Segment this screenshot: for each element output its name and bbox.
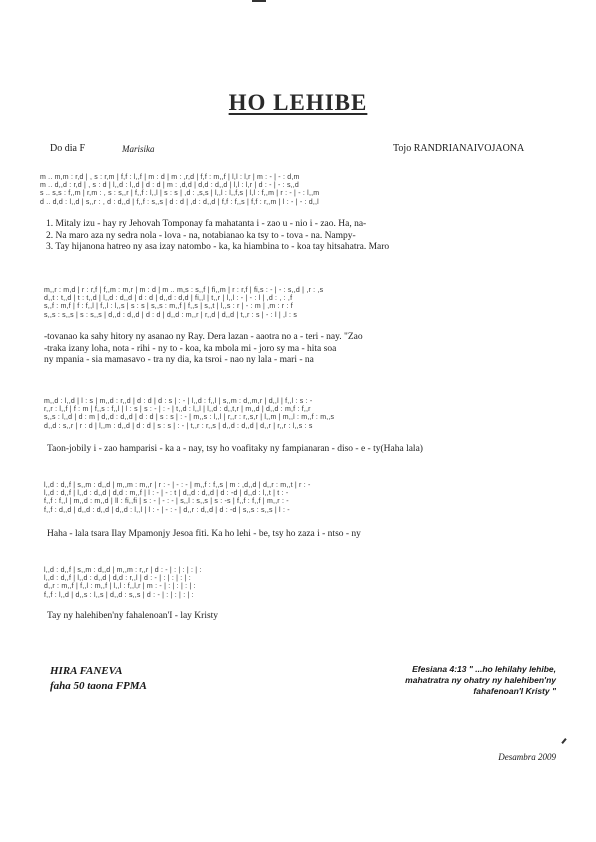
notes-line: l,,d : d,,f | l,,d : d,,d | d,d : m,,f | l : - | - : t | d,,d : d,,d | d : -d | d,,d : l,,t | t : - xyxy=(44,490,289,498)
lyrics-system-4 xyxy=(47,529,361,541)
notes-line: s,,s : s,,s | s : s,,s | d,,d : d,,d | d : d | d,,d : m,,r | r,,d | d,,d | t,,r : s | - : l | ,l : s xyxy=(44,311,298,319)
lyric-line: 1. Mitaly izu - hay ry Jehovah Tomponay fa mahatanta i - zao u - nio i - zao. Ha, na- xyxy=(46,219,367,229)
notes-line: f,,f : f,,l | m,,d : m,,d | ll : fi,,fi | s : - | - : - | s,,l : s,,s | s : -s | f,,f : f,,f | m,,r : - xyxy=(44,498,289,506)
scan-mark-margin xyxy=(561,738,566,744)
notes-line: d,,d : s,,r | r : d | l,,m : d,,d | d : d | s : s | : - | t,,r : r,,s | d,,d : d,,d | d,,r | r,,r : l,,s : s xyxy=(44,422,313,430)
notes-line: m .. d,,d : r,d | , s : d | l,,d : l,,d | d : d | m : ,d,d | d,d : d,,d | l,l : l,r | d : - | - : s,,d xyxy=(40,182,300,190)
notes-line: m .. m,m : r,d | , s : r,m | f,f : l,,f | m : d | m : ,r,d | f,f : m,,f | l,l : l,r | m : - | - : d,m xyxy=(40,174,300,181)
notes-line: m,,d : l,,d | l : s | m,,d : r,,d | d : d | d : s | : - | l,,d : f,,l | s,,m : d,,m,r | d,,l | f,,l : s : - xyxy=(44,398,313,405)
song-tempo: Marisika xyxy=(122,144,155,154)
verse-line: Efesiana 4:13 " ...ho lehilahy lehibe, xyxy=(412,664,556,674)
lyrics-system-2 xyxy=(44,332,363,367)
lyrics-system-5 xyxy=(47,611,218,623)
lyrics-system-1 xyxy=(46,219,389,254)
lyrics-system-3 xyxy=(47,444,423,456)
lyric-line: 3. Tay hijanona hatreo ny asa izay natombo - ka, ka hiambina to - koa tay hitsahatra. Maro xyxy=(46,242,390,252)
notes-line: l,,d : d,,f | s,,m : d,,d | m,,m : r,,r | d : - | : | : | : | : xyxy=(44,567,202,574)
score-system-1 xyxy=(40,174,319,207)
lyric-line: 2. Na maro aza ny sedra nola - lova - na, notabianao ka tsy to - tova - na. Nampy- xyxy=(46,230,356,241)
notes-line: d .. d,d : l,,d | s,,r : , d : d,,d | f,,f : s,,s | d : d | ,d : d,,d | f,f : f,,s | f,f : r,,m | l : - | - : d,,l xyxy=(40,198,319,206)
score-system-3 xyxy=(44,398,334,431)
notes-line: d,,t : t,,d | t : t,,d | l,,d : d,,d | d : d | d,,d : d,d | fi,,l | t,,r | l,,l : - | - : l | ,d : , : ,f xyxy=(44,295,293,303)
scan-mark-top xyxy=(252,0,266,2)
verse-line: fahafenoan'I Kristy " xyxy=(473,686,556,696)
lyric-line: -tovanao ka sahy hitory ny asanao ny Ray. Dera lazan - aaotra no a - teri - nay. "Zao xyxy=(44,332,363,342)
lyric-line: Tay ny halehiben'ny fahalenoan'I - lay Kristy xyxy=(47,611,219,621)
footer-label xyxy=(50,664,147,694)
song-author: Tojo RANDRIANAIVOJAONA xyxy=(393,143,525,154)
notes-line: f,,f : d,,d | d,,d : d,,d | d,,d : l,,l | l : - | - : - | d,,r : d,,d | d : -d | s,,s : s,,s | l : - xyxy=(44,506,290,514)
song-key: Do dia F xyxy=(50,143,85,154)
document-date: Desambra 2009 xyxy=(498,752,556,762)
lyric-line: Taon-jobily i - zao hamparisi - ka a - nay, tsy ho voafitaky ny fampianaran - diso - e - ty(Haha lala) xyxy=(47,444,423,454)
footer-hira-faneva: HIRA FANEVA xyxy=(50,665,123,677)
footer-anniversary: faha 50 taona FPMA xyxy=(50,680,147,692)
score-system-4 xyxy=(44,482,311,515)
page-title: HO LEHIBE xyxy=(228,90,368,115)
notes-line: s .. s,s : f,,m | r,m : , s : s,,r | f,,f : l,,l | s : s | ,d : ,s,s | l,,l : l,,f,s | l,l : f,,m | r : - | - : l,,m xyxy=(40,190,320,198)
lyric-line: Haha - lala tsara Ilay Mpamonjy Jesoa fiti. Ka ho lehi - be, tsy ho zaza i - ntso - ny xyxy=(47,529,361,539)
notes-line: m,,r : m,d | r : r,f | f,,m : m,r | m : d | m .. m,s : s,,f | fi,,m | r : r,f | fi,s : - | - : s,,d | ,r : ,s xyxy=(44,287,324,294)
notes-line: s,,s : l,,d | d : m | d,,d : d,,d | d : d | s : s | : - | m,,s : l,,l | r,,r : r,,s,r | l,,m | m,,l : m,,f : m,,s xyxy=(44,414,335,422)
lyric-line: ny mpania - sia mamasavo - tra ny dia, ka tsroi - nao ny lala - mari - na xyxy=(44,355,314,365)
notes-line: f,,f : l,,d | d,,s : l,,s | d,,d : s,,s | d : - | : | : | : | : xyxy=(44,591,194,599)
lyric-line: -traka izany loha, nota - rihi - ny to - koa, ka mbola mi - joro sy ma - hita soa xyxy=(44,343,337,354)
notes-line: l,,d : d,,f | s,,m : d,,d | m,,m : m,,r | r : - | - : - | m,,f : f,,s | m : ,d,,d | d,,r : m,,t | r : - xyxy=(44,482,311,489)
notes-line: s,,f : m,f | f : f,,l | f,,l : l,,s | s : s | s,,s : m,,f | f,,s | s,,t | l,,s : r | - : m | ,m : r : f xyxy=(44,303,293,311)
notes-line: r,,r : l,,f | f : m | f,,s : f,,l | l : s | s : - | : - | t,,d : l,,l | l,,d : d,,t,r | m,,d | d,,d : m,f : f,,r xyxy=(44,406,311,414)
bible-verse xyxy=(405,664,556,697)
score-system-5 xyxy=(44,567,202,600)
notes-line: d,,r : m,,f | f,,l : m,,f | l,,l : f,,l,r | m : - | : | : | : | : xyxy=(44,583,196,591)
score-system-2 xyxy=(44,287,323,320)
notes-line: l,,d : d,,f | l,,d : d,,d | d,d : r,,l | d : - | : | : | : | : xyxy=(44,575,191,583)
verse-line: mahatratra ny ohatry ny halehiben'ny xyxy=(405,675,556,685)
